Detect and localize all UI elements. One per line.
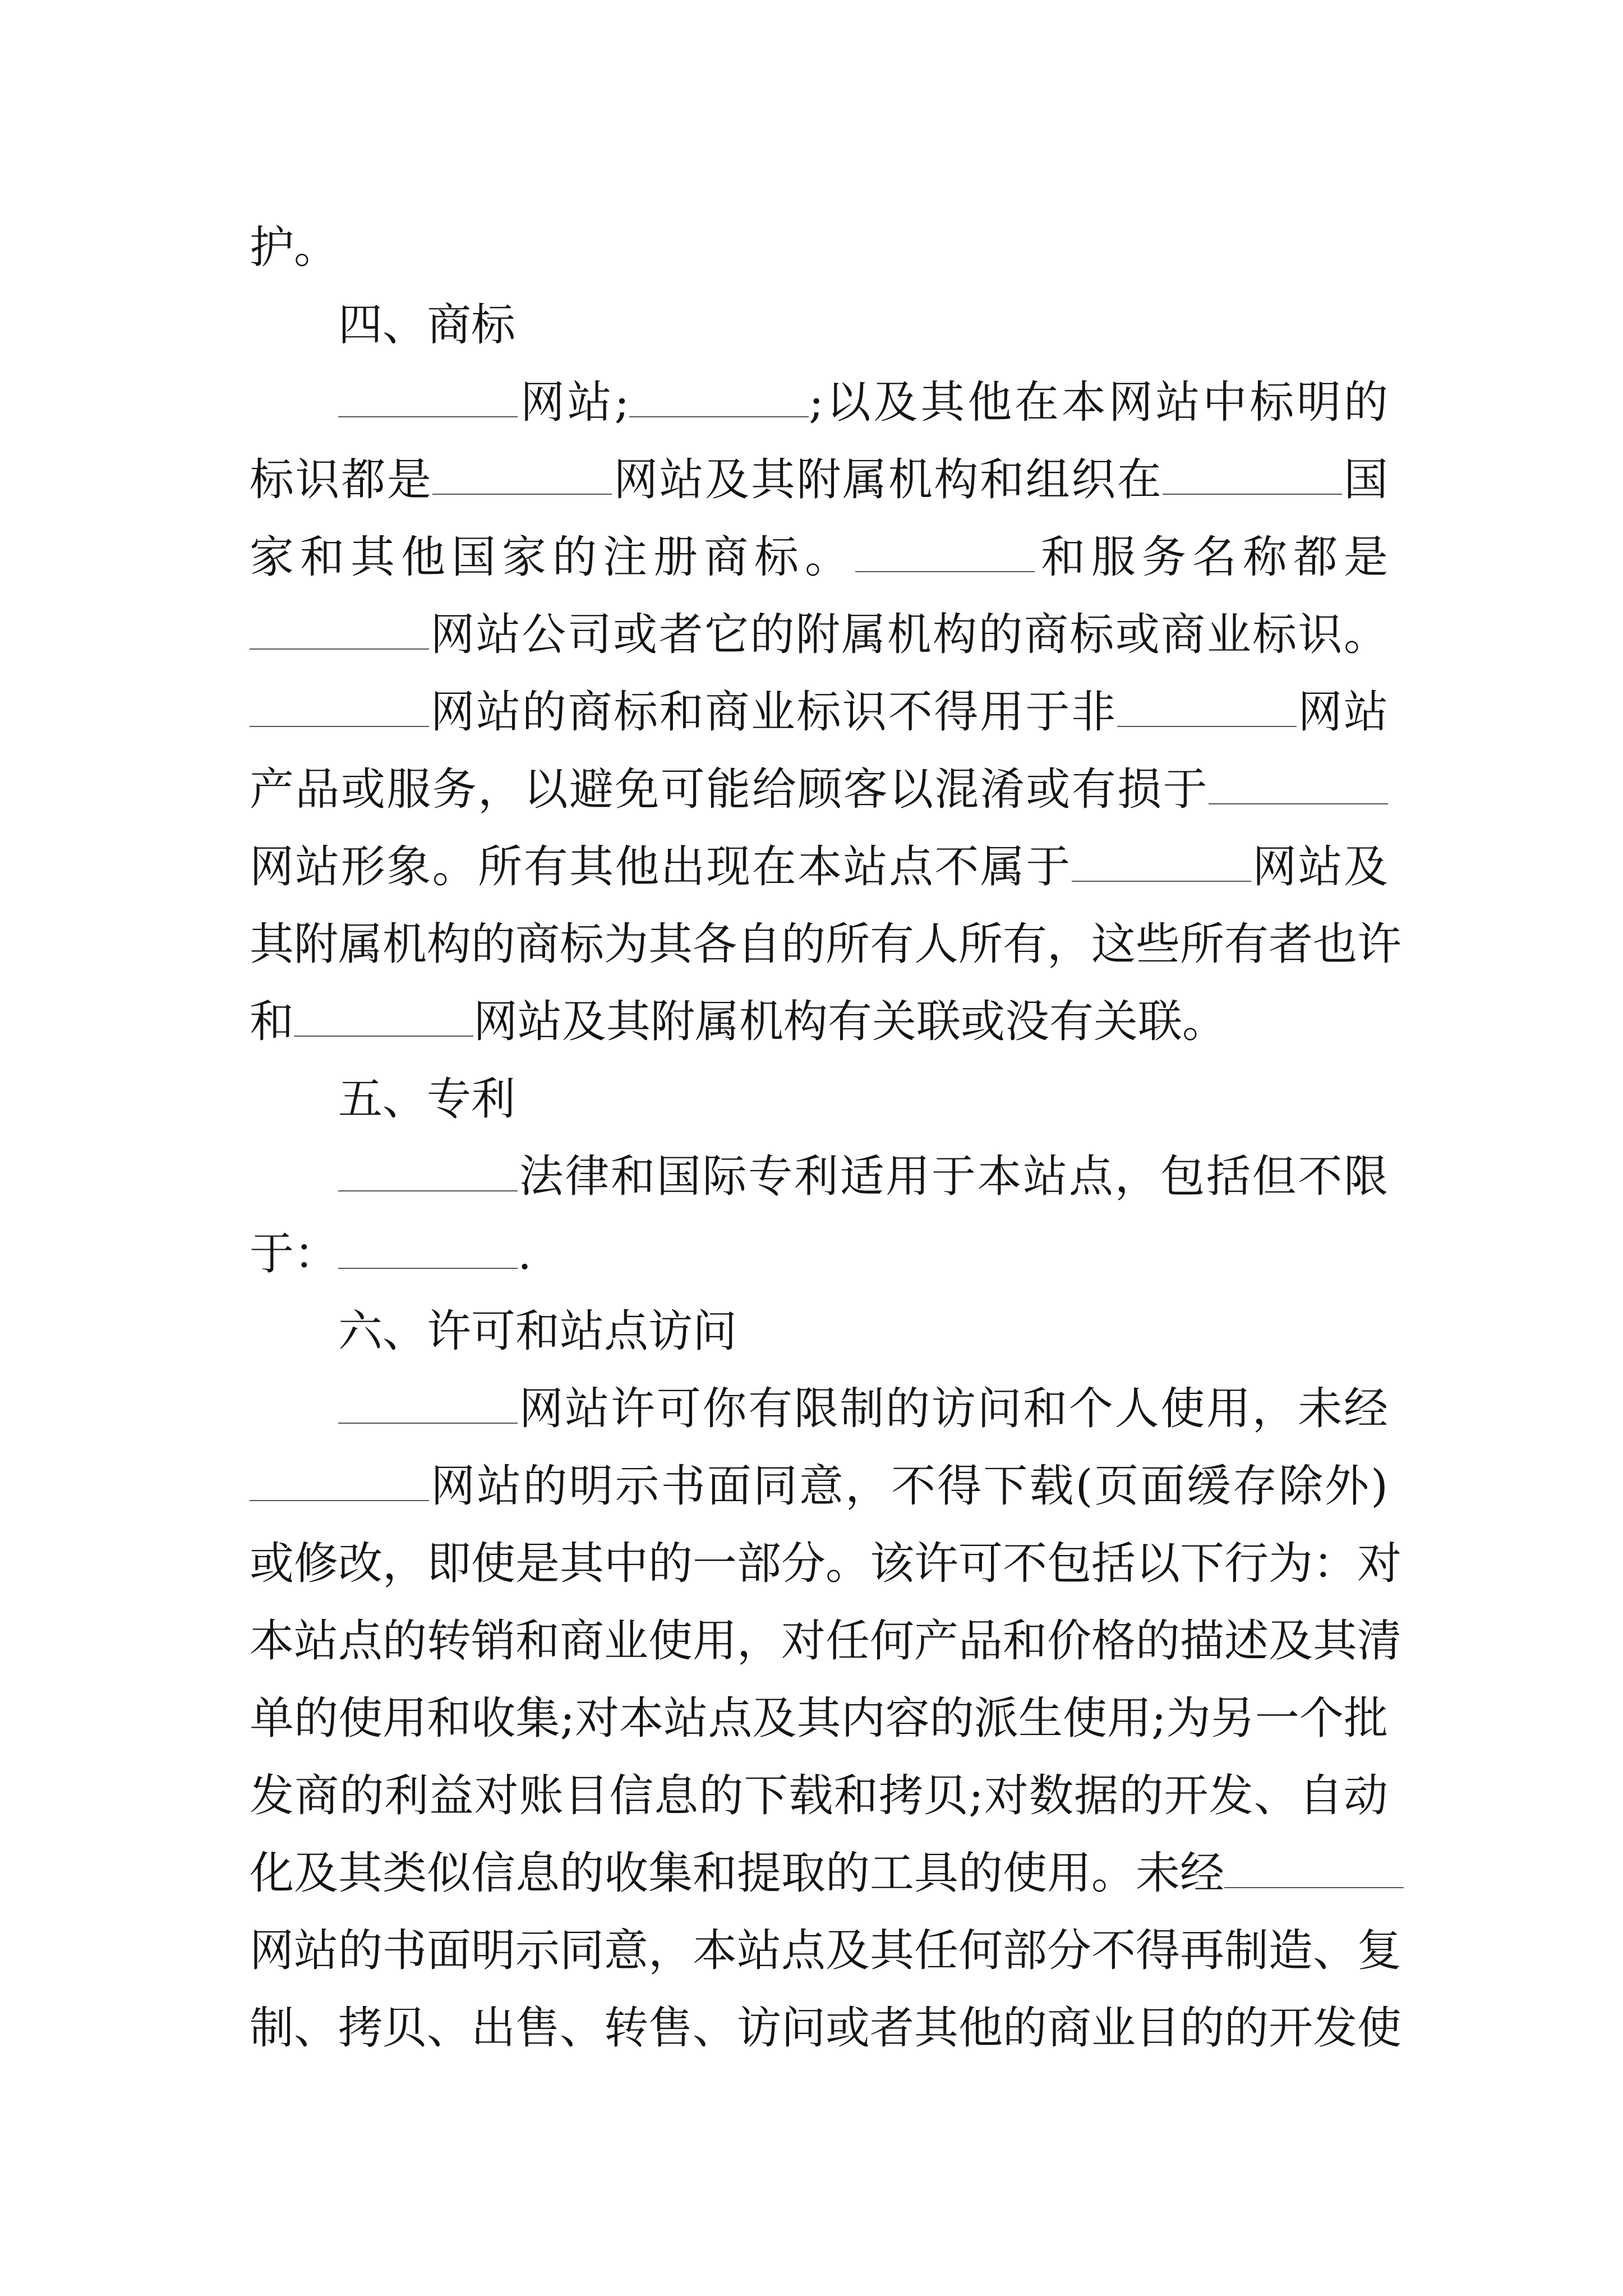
- fill-in-blank: [1072, 841, 1251, 882]
- text-segment: 网站的明示书面同意，不得下载(页面缓存除外): [429, 1460, 1388, 1512]
- text-segment: 法律和国际专利适用于本站点，包括但不限: [518, 1151, 1388, 1202]
- text-segment: 五、专利: [338, 1073, 515, 1125]
- text-segment: 网站及: [1251, 841, 1389, 892]
- text-segment: 护。: [250, 222, 338, 273]
- section-heading: [250, 286, 1388, 364]
- text-line: [250, 1680, 1388, 1757]
- text-line: [250, 983, 1388, 1060]
- section-heading: [250, 1292, 1388, 1370]
- text-segment: 网站及其附属机构和组织在: [612, 454, 1163, 505]
- text-line: [250, 1989, 1401, 2067]
- fill-in-blank: [250, 687, 429, 727]
- fill-in-blank: [250, 609, 429, 650]
- text-line: [250, 1138, 1388, 1215]
- text-segment: 网站形象。所有其他出现在本站点不属于: [250, 841, 1072, 892]
- text-segment: .: [518, 1228, 532, 1280]
- text-segment: 和: [250, 996, 294, 1047]
- text-segment: ;以及其他在本网站中标明的: [809, 376, 1388, 428]
- fill-in-blank: [338, 1383, 518, 1424]
- section-heading: [250, 1060, 1388, 1138]
- text-segment: 和服务名称都是: [1035, 531, 1388, 583]
- text-segment: 产品或服务，以避免可能给顾客以混淆或有损于: [250, 763, 1209, 815]
- text-line: [250, 1215, 1388, 1292]
- fill-in-blank: [1209, 764, 1388, 804]
- text-line: [250, 1834, 1388, 1912]
- text-line: [250, 596, 1388, 673]
- fill-in-blank: [1224, 1848, 1404, 1888]
- document-page: [250, 209, 1401, 2067]
- fill-in-blank: [338, 1151, 518, 1191]
- text-segment: 国: [1342, 454, 1389, 505]
- fill-in-blank: [1163, 454, 1342, 495]
- text-line: [250, 751, 1388, 828]
- text-line: [250, 1602, 1401, 1680]
- text-line: [250, 905, 1401, 983]
- text-segment: 本站点的转销和商业使用，对任何产品和价格的描述及其清: [250, 1615, 1401, 1667]
- fill-in-blank: [629, 377, 809, 417]
- text-line: [250, 828, 1388, 905]
- text-segment: 家和其他国家的注册商标。: [250, 531, 855, 583]
- text-segment: 四、商标: [338, 299, 515, 351]
- fill-in-blank: [250, 1461, 429, 1501]
- text-line: [250, 1757, 1388, 1834]
- text-segment: 单的使用和收集;对本站点及其内容的派生使用;为另一个批: [250, 1692, 1388, 1744]
- fill-in-blank: [855, 532, 1035, 572]
- text-segment: 或修改，即使是其中的一部分。该许可不包括以下行为：对: [250, 1538, 1401, 1589]
- text-segment: 发商的利益对账目信息的下载和拷贝;对数据的开发、自动: [250, 1770, 1388, 1821]
- text-line: [250, 1370, 1388, 1447]
- text-segment: 标识都是: [250, 454, 433, 505]
- text-line: [250, 209, 1388, 286]
- text-segment: 网站;: [518, 376, 630, 428]
- text-segment: 网站的书面明示同意，本站点及其任何部分不得再制造、复: [250, 1925, 1401, 1976]
- text-line: [250, 364, 1388, 441]
- text-segment: 制、拷贝、出售、转售、访问或者其他的商业目的的开发使: [250, 2002, 1401, 2054]
- text-segment: 网站: [1296, 686, 1389, 738]
- fill-in-blank: [294, 996, 473, 1037]
- text-segment: 网站公司或者它的附属机构的商标或商业标识。: [429, 609, 1388, 660]
- text-line: [250, 518, 1388, 596]
- text-segment: 化及其类似信息的收集和提取的工具的使用。未经: [250, 1847, 1224, 1899]
- text-segment: 网站的商标和商业标识不得用于非: [429, 686, 1117, 738]
- fill-in-blank: [1117, 687, 1297, 727]
- fill-in-blank: [338, 1228, 518, 1269]
- text-segment: 网站许可你有限制的访问和个人使用，未经: [518, 1383, 1388, 1434]
- text-line: [250, 1525, 1401, 1602]
- text-line: [250, 1447, 1388, 1525]
- fill-in-blank: [432, 454, 612, 495]
- text-segment: 其附属机构的商标为其各自的所有人所有，这些所有者也许: [250, 918, 1401, 970]
- text-line: [250, 673, 1388, 751]
- text-segment: 网站及其附属机构有关联或没有关联。: [473, 996, 1227, 1047]
- text-segment: 于：: [250, 1228, 338, 1280]
- text-line: [250, 441, 1388, 518]
- text-segment: 六、许可和站点访问: [338, 1305, 737, 1357]
- text-line: [250, 1912, 1401, 1989]
- fill-in-blank: [338, 377, 518, 417]
